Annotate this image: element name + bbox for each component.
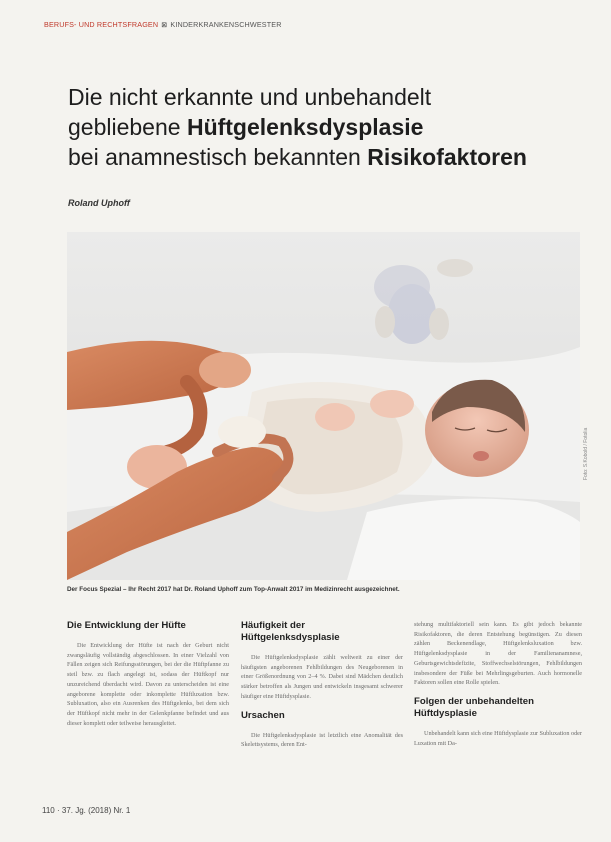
text-column-1 xyxy=(67,620,229,736)
paragraph: Die Hüftgelenksdysplasie zählt weltweit zu einer der häufigsten angeborenen Fehlbildungen des Neugeborenen in einer Größenordnung von 2–4 %. Dabei sind Mädchen deutlich stärker betroffen als Jungen und entwickeln insgesamt schwerer häufiger eine Hüftdysplasie. xyxy=(241,654,403,700)
page-footer: 110 · 37. Jg. (2018) Nr. 1 xyxy=(42,806,131,815)
paragraph: Unbehandelt kann sich eine Hüftdysplasie zur Subluxation oder Luxation mit Da- xyxy=(414,729,582,747)
section-heading-hip-development: Die Entwicklung der Hüfte xyxy=(67,620,186,631)
article-title xyxy=(68,82,588,172)
title-line-1: Die nicht erkannte und unbehandelt xyxy=(68,84,432,110)
title-line-3-plain: bei anamnestisch bekannten xyxy=(68,144,368,170)
section-heading-causes: Ursachen xyxy=(241,709,285,721)
section-header xyxy=(44,20,282,29)
title-line-3-bold: Risikofaktoren xyxy=(367,144,527,170)
section-heading-frequency: Häufigkeit der Hüftgelenksdysplasie xyxy=(241,620,340,643)
separator-icon: ⊠ xyxy=(161,20,168,29)
baby-hip-exam-illustration xyxy=(67,232,580,580)
author-name: Roland Uphoff xyxy=(68,198,130,208)
category-label: BERUFS- UND RECHTSFRAGEN xyxy=(44,20,159,29)
article-photo xyxy=(67,232,580,580)
photo-caption: Der Focus Spezial – Ihr Recht 2017 hat Dr. Roland Uphoff zum Top-Anwalt 2017 im Medizinrecht ausgezeichnet. xyxy=(67,586,400,593)
photo-credit: Foto: S.Kobold / Fotolia xyxy=(583,427,589,480)
paragraph: Die Hüftgelenksdysplasie ist letztlich eine Anomalität des Skelettsystems, deren Ent- xyxy=(241,731,403,749)
paragraph: Die Entwicklung der Hüfte ist nach der Geburt nicht zwangsläufig vollständig abgeschlossen. In einer Vielzahl von Fällen zeigen sich Reifungsstörungen, bei der die Hüftpfanne zu steil bzw. zu flach angelegt ist, sodass der Hüftkopf nur unzureichend überdacht wird. Davon zu unterscheiden ist eine angeborene komplette oder inkomplette Hüftluxation bzw. Subluxation, also ein Ausrenken des Hüftgelenks, bei dem sich der Hüftkopf nicht mehr in der Gelenkpfanne befindet und aus dieser komplett oder teilweise herausgleitet. xyxy=(67,642,229,727)
subcategory-label: KINDERKRANKENSCHWESTER xyxy=(170,20,282,29)
text-column-3 xyxy=(414,620,582,756)
text-column-2 xyxy=(241,620,403,758)
section-heading-consequences: Folgen der unbehandelten Hüftdysplasie xyxy=(414,695,534,719)
title-line-2-bold: Hüftgelenksdysplasie xyxy=(186,114,424,140)
title-line-2-plain: gebliebene xyxy=(68,114,187,140)
paragraph: stehung multifaktoriell sein kann. Es gibt jedoch bekannte Risikofaktoren, die deren Entstehung begünstigen. Zu diesen zählen Beckenendlage, Hüftgelenksluxation bzw. Hüftgelenksdysplasie in der Familienanamnese, Geburtsgewichtsdefizite, Stoffwechselstörungen, Fehlbildungen insbesondere der Füße bei Mehrlingsgeburten. Auch hormonelle Faktoren sollen eine Rolle spielen. xyxy=(414,621,582,687)
